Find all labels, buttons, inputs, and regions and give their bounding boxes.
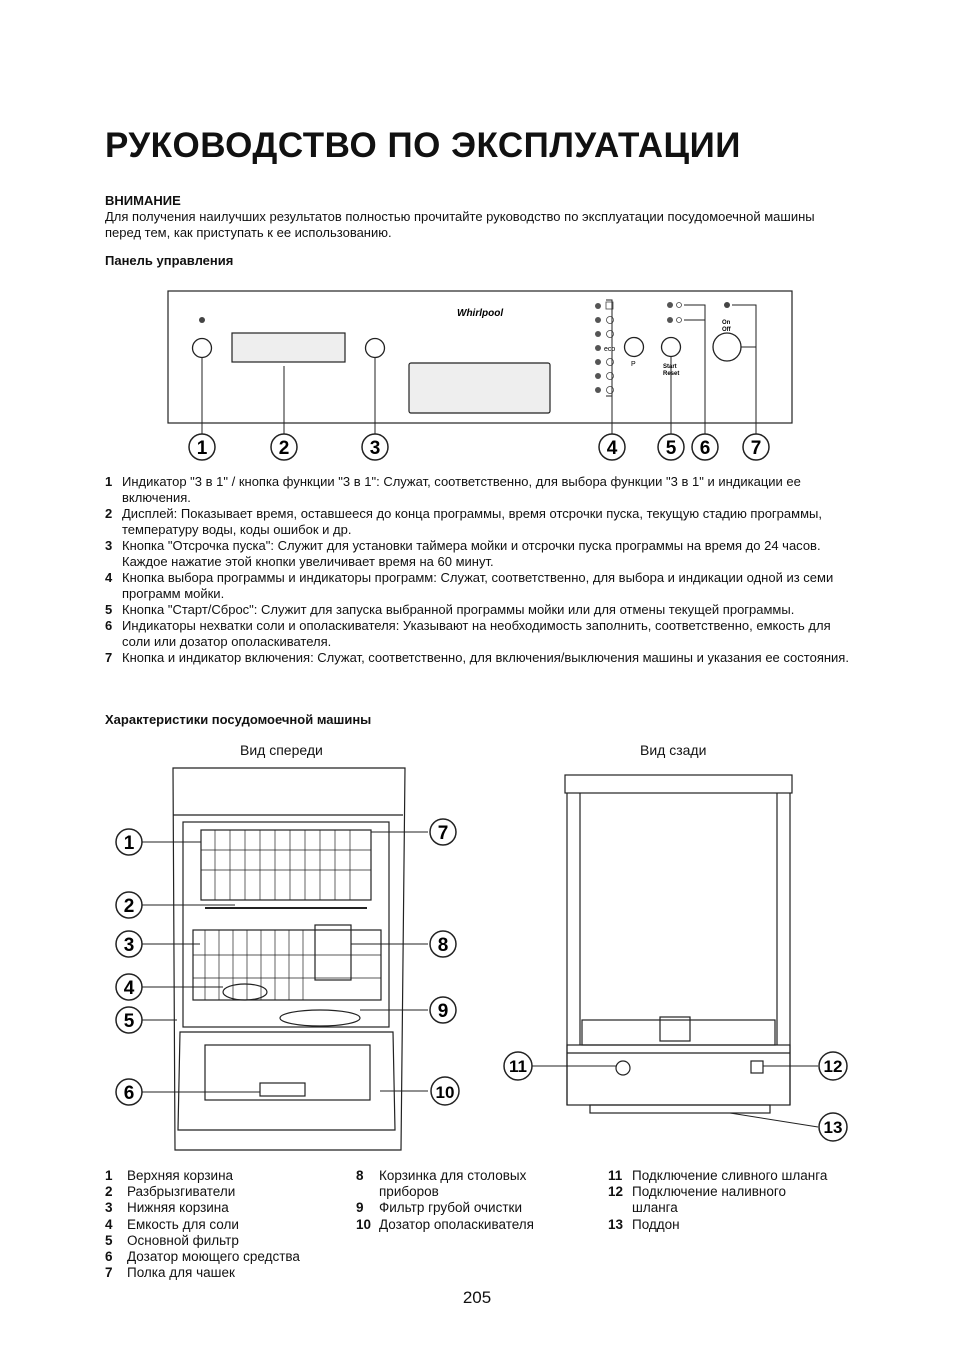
indicator-3in1-led	[199, 317, 205, 323]
salt-container	[223, 984, 267, 1000]
front-callout-9: 9	[437, 1001, 449, 1022]
panel-callout-5: 5	[665, 438, 677, 459]
list-item: 8 Корзинка для столовых приборов	[356, 1168, 527, 1200]
list-item: 3 Кнопка "Отсрочка пуска": Служит для установки таймера мойки и отсрочки пуска программы на время до 24 часов. Каждое нажатие этой кнопки увеличивает время на 60 минут.	[105, 538, 821, 569]
on-label: On	[722, 320, 731, 326]
program-leds	[595, 303, 601, 393]
warning-heading: ВНИМАНИЕ	[105, 193, 181, 208]
cutlery-basket	[315, 925, 351, 980]
list-item: 5 Кнопка "Старт/Сброс": Служит для запуска выбранной программы мойки или для отмены текущей программы.	[105, 602, 795, 617]
drain-connection	[616, 1061, 630, 1075]
tub-opening	[183, 822, 389, 1027]
rinse-led	[667, 317, 673, 323]
upper-basket	[201, 830, 371, 900]
front-callout-8: 8	[437, 935, 449, 956]
front-callout-6: 6	[123, 1083, 135, 1104]
front-callout-10: 10	[435, 1083, 455, 1102]
program-display	[409, 363, 550, 413]
program-button	[625, 338, 644, 357]
base-frame	[567, 1045, 790, 1105]
legend-column-1	[105, 1168, 345, 1281]
list-item: 7 Кнопка и индикатор включения: Служат, соответственно, для включения/выключения машины и указания ее состояния.	[105, 650, 849, 665]
display-window	[232, 333, 345, 362]
top-cover	[565, 775, 792, 793]
front-callout-1: 1	[123, 833, 135, 854]
list-item: 1 Верхняя корзина	[105, 1168, 234, 1183]
list-item: 7 Полка для чашек	[105, 1265, 235, 1281]
back-view-diagram	[500, 765, 860, 1145]
list-item: 12 Подключение наливного шланга	[608, 1184, 787, 1216]
delay-start-button	[366, 339, 385, 358]
rinse-icon	[677, 318, 682, 323]
back-callout-11: 11	[509, 1057, 527, 1076]
panel-callout-4: 4	[606, 438, 618, 459]
filter	[280, 1010, 360, 1026]
salt-led	[667, 302, 673, 308]
power-button	[713, 333, 741, 361]
start-reset-button	[662, 338, 681, 357]
front-callout-2: 2	[123, 896, 135, 917]
back-view-caption: Вид сзади	[640, 742, 707, 758]
list-item: 11 Подключение сливного шланга	[608, 1168, 828, 1183]
base-tray	[590, 1105, 770, 1113]
features-heading: Характеристики посудомоечной машины	[105, 712, 372, 727]
3in1-button	[193, 339, 212, 358]
list-item: 6 Индикаторы нехватки соли и ополаскивателя: Указывают на необходимость заполнить, соответственно, емкость для соли или дозатор ополаскивателя.	[105, 618, 831, 649]
list-item: 6 Дозатор моющего средства	[105, 1249, 300, 1265]
list-item: 9 Фильтр грубой очистки	[356, 1200, 522, 1216]
front-callout-5: 5	[123, 1011, 135, 1032]
panel-callout-1: 1	[196, 438, 208, 459]
list-item: 10 Дозатор ополаскивателя	[356, 1216, 534, 1232]
door	[178, 1032, 395, 1130]
panel-callout-2: 2	[278, 438, 290, 459]
inlet-connection	[751, 1061, 763, 1073]
p-label: P	[631, 361, 636, 368]
panel-callout-7: 7	[750, 438, 762, 459]
list-item: 1 Индикатор "3 в 1" / кнопка функции "3 в 1": Служат, соответственно, для выбора функции "3 в 1" и индикации ее включения.	[105, 474, 801, 505]
front-view-caption: Вид спереди	[240, 742, 323, 758]
back-callout-13: 13	[823, 1118, 843, 1137]
salt-icon	[677, 303, 682, 308]
power-led	[724, 302, 730, 308]
brand-logo: Whirlpool	[457, 308, 504, 319]
front-callout-4: 4	[123, 978, 135, 999]
detergent-dispenser	[260, 1083, 305, 1096]
panel-callout-6: 6	[699, 438, 711, 459]
legend-column-3	[608, 1168, 858, 1233]
lower-basket	[193, 930, 381, 1000]
off-label: Off	[722, 327, 731, 333]
warning-text: Для получения наилучших результатов полностью прочитайте руководство по эксплуатации посудомоечной машины перед тем, как приступать к ее использованию.	[105, 209, 815, 240]
list-item: 2 Разбрызгиватели	[105, 1184, 236, 1200]
control-panel-diagram	[160, 286, 810, 466]
reset-label: Reset	[663, 371, 680, 377]
list-item: 4 Кнопка выбора программы и индикаторы программ: Служат, соответственно, для выбора и индикации одной из семи программ мойки.	[105, 570, 834, 601]
list-item: 2 Дисплей: Показывает время, оставшееся до конца программы, время отсрочки пуска, текущую стадию программы, температуру воды, коды ошибок и др.	[105, 506, 822, 537]
list-item: 5 Основной фильтр	[105, 1232, 239, 1248]
panel-heading: Панель управления	[105, 253, 234, 268]
list-item: 3 Нижняя корзина	[105, 1200, 229, 1216]
back-callout-12: 12	[823, 1057, 843, 1076]
front-callout-7: 7	[437, 823, 449, 844]
front-callout-3: 3	[123, 935, 135, 956]
panel-callout-3: 3	[369, 438, 381, 459]
start-label: Start	[663, 364, 677, 370]
page-number: 205	[462, 1288, 492, 1307]
list-item: 13 Поддон	[608, 1216, 680, 1232]
front-view-diagram	[105, 760, 475, 1160]
legend-column-2	[356, 1168, 556, 1233]
eco-icon: eco	[604, 346, 616, 353]
panel-description-list	[105, 474, 855, 666]
list-item: 4 Емкость для соли	[105, 1216, 239, 1232]
page-title: РУКОВОДСТВО ПО ЭКСПЛУАТАЦИИ	[105, 126, 741, 165]
